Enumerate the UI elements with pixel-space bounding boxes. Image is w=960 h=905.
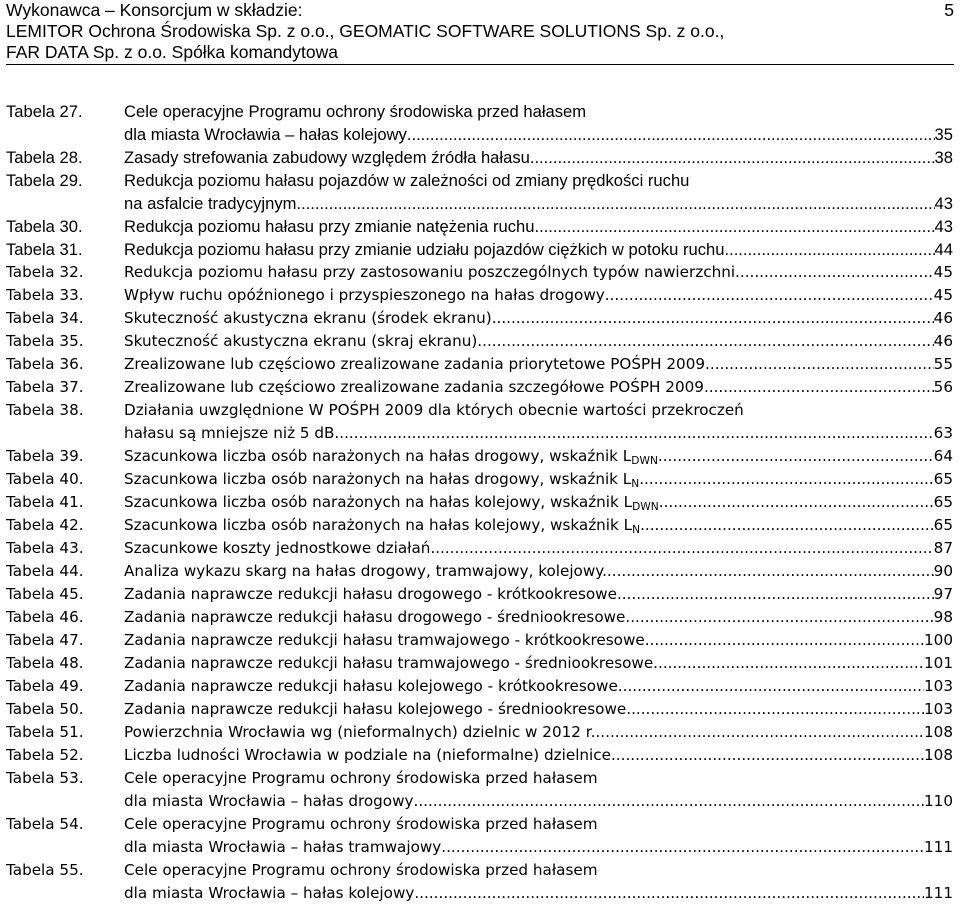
toc-entry-title	[124, 123, 407, 146]
header-company-line: FAR DATA Sp. z o.o. Spółka komandytowa	[6, 42, 339, 62]
toc-entry-label: Tabela 30.	[6, 217, 83, 236]
toc-entry-page: 35	[934, 125, 953, 144]
toc-entry-page: 100	[924, 631, 953, 649]
toc-entry-title	[124, 583, 622, 606]
toc-entry-title	[124, 353, 705, 376]
toc-entry-page: 63	[933, 424, 953, 442]
toc-entry-title	[124, 882, 414, 905]
toc-entry-label: Tabela 33.	[6, 286, 84, 304]
toc-entry-label: Tabela 46.	[6, 608, 84, 626]
toc-entry-title	[124, 721, 595, 744]
toc-leader-dots	[595, 721, 924, 744]
toc-entry-page: 56	[933, 378, 953, 396]
toc-entry[interactable]	[6, 767, 953, 813]
toc-entry-title-text: Powierzchnia Wrocławia wg (nieformalnych) dzielnic w 2012 r.	[124, 723, 596, 741]
toc-entry-label: Tabela 47.	[6, 631, 84, 649]
toc-entry-page: 65	[933, 516, 953, 534]
toc-entry-page: 111	[924, 838, 953, 856]
toc-entry[interactable]	[6, 100, 953, 146]
toc-entry-label: Tabela 43.	[6, 539, 84, 557]
toc-entry-title-line: Działania uwzględnione W POŚPH 2009 dla których obecnie wartości przekroczeń	[124, 401, 744, 419]
header-companies-line: LEMITOR Ochrona Środowiska Sp. z o.o., GEOMATIC SOFTWARE SOLUTIONS Sp. z o.o.,	[6, 21, 725, 41]
toc-entry-label: Tabela 34.	[6, 309, 84, 327]
toc-entry-page: 111	[924, 884, 953, 902]
toc-entry[interactable]	[6, 330, 953, 353]
toc-leader-dots	[492, 307, 934, 330]
toc-leader-dots	[630, 606, 933, 629]
toc-entry-label: Tabela 51.	[6, 723, 84, 741]
toc-entry-subscript: N	[632, 523, 641, 536]
toc-entry-title-text: Zadania naprawcze redukcji hałasu tramwajowego - krótkookresowe.	[124, 631, 650, 649]
toc-entry[interactable]	[6, 606, 953, 629]
toc-entry-label: Tabela 49.	[6, 677, 84, 695]
page-header	[6, 0, 954, 63]
toc-entry-title-text: dla miasta Wrocławia – hałas tramwajowy	[124, 838, 442, 856]
toc-entry-page: 65	[933, 470, 953, 488]
toc-entry-label: Tabela 29.	[6, 171, 83, 190]
toc-entry-page: 46	[933, 309, 953, 327]
toc-entry-title-text: Wpływ ruchu opóźnionego i przyspieszonego na hałas drogowy	[124, 286, 605, 304]
header-divider	[6, 64, 954, 65]
toc-entry-title-text: Analiza wykazu skarg na hałas drogowy, tramwajowy, kolejowy.	[124, 562, 607, 580]
toc-entry-subscript: DWN	[631, 454, 658, 467]
toc-entry-title	[124, 307, 492, 330]
toc-entry[interactable]	[6, 215, 953, 238]
toc-entry-title-text: Skuteczność akustyczna ekranu (środek ekranu)	[124, 309, 492, 327]
toc-leader-dots	[435, 537, 933, 560]
toc-leader-dots	[650, 629, 924, 652]
toc-leader-dots	[530, 146, 935, 169]
toc-entry-title	[124, 376, 704, 399]
toc-entry[interactable]	[6, 675, 953, 698]
toc-entry[interactable]	[6, 514, 953, 537]
toc-entry[interactable]	[6, 376, 953, 399]
toc-entry-label: Tabela 35.	[6, 332, 84, 350]
toc-entry-page: 97	[933, 585, 953, 603]
toc-entry-title	[124, 744, 616, 767]
toc-entry[interactable]	[6, 284, 953, 307]
toc-entry[interactable]	[6, 629, 953, 652]
toc-entry[interactable]	[6, 859, 953, 905]
toc-leader-dots	[639, 468, 933, 491]
toc-leader-dots	[441, 836, 924, 859]
toc-leader-dots	[296, 192, 934, 215]
toc-entry-title-line: Cele operacyjne Programu ochrony środowiska przed hałasem	[124, 102, 587, 121]
toc-entry-label: Tabela 32.	[6, 263, 84, 281]
toc-entry-page: 45	[933, 263, 953, 281]
toc-entry-page: 108	[924, 723, 953, 741]
toc-entry[interactable]	[6, 399, 953, 445]
toc-entry[interactable]	[6, 560, 953, 583]
toc-entry-label: Tabela 53.	[6, 769, 84, 787]
toc-entry-title-text: Zadania naprawcze redukcji hałasu drogowego - krótkookresowe.	[124, 585, 622, 603]
toc-entry-title	[124, 629, 650, 652]
toc-entry-label: Tabela 31.	[6, 240, 83, 259]
toc-entry-label: Tabela 52.	[6, 746, 84, 764]
toc-entry[interactable]	[6, 652, 953, 675]
toc-entry[interactable]	[6, 537, 953, 560]
toc-entry-subscript: N	[631, 477, 640, 490]
toc-entry-label: Tabela 55.	[6, 861, 84, 879]
toc-leader-dots	[735, 261, 934, 284]
toc-leader-dots	[339, 422, 933, 445]
toc-entry-subscript: DWN	[632, 500, 659, 513]
toc-entry-title	[124, 468, 639, 491]
toc-entry-title-text: Zasady strefowania zabudowy względem źródła hałasu	[124, 148, 530, 167]
table-list-serif	[6, 100, 953, 261]
toc-entry[interactable]	[6, 468, 953, 491]
toc-entry-page: 110	[924, 792, 953, 810]
toc-entry-title	[124, 537, 435, 560]
toc-leader-dots	[605, 284, 934, 307]
toc-leader-dots	[407, 123, 935, 146]
toc-entry-page: 87	[933, 539, 953, 557]
toc-entry-page: 55	[933, 355, 953, 373]
toc-entry-title-text: Szacunkowa liczba osób narażonych na hałas kolejowy, wskaźnik L	[124, 516, 633, 534]
toc-entry-page: 65	[933, 493, 953, 511]
toc-entry-title-text: Zadania naprawcze redukcji hałasu kolejowego - krótkookresowe.	[124, 677, 623, 695]
toc-entry-label: Tabela 40.	[6, 470, 84, 488]
toc-entry-page: 101	[924, 654, 953, 672]
page-number: 5	[944, 0, 954, 20]
toc-entry-title-text: hałasu są mniejsze niż 5 dB.	[124, 424, 340, 442]
toc-entry-title-text: Redukcja poziomu hałasu przy zmianie natężenia ruchu	[124, 217, 535, 236]
toc-entry-title	[124, 560, 607, 583]
toc-entry-title	[124, 238, 724, 261]
toc-entry-title	[124, 836, 441, 859]
toc-entry-title	[124, 146, 530, 169]
toc-entry-label: Tabela 54.	[6, 815, 84, 833]
toc-entry-title-text: Liczba ludności Wrocławia w podziale na (nieformalne) dzielnice.	[124, 746, 616, 764]
toc-entry-title-line: Cele operacyjne Programu ochrony środowiska przed hałasem	[124, 815, 598, 833]
toc-entry-title	[124, 284, 605, 307]
toc-entry[interactable]	[6, 238, 953, 261]
toc-entry-title-text: Zrealizowane lub częściowo zrealizowane zadania priorytetowe POŚPH 2009	[124, 355, 706, 373]
toc-entry-title-line: Cele operacyjne Programu ochrony środowiska przed hałasem	[124, 769, 598, 787]
toc-entry-title	[124, 514, 640, 537]
toc-leader-dots	[622, 583, 934, 606]
toc-entry-title-text: Zadania naprawcze redukcji hałasu kolejowego - średniookresowe.	[124, 700, 632, 718]
toc-entry[interactable]	[6, 307, 953, 330]
toc-entry-title-text: Zrealizowane lub częściowo zrealizowane zadania szczegółowe POŚPH 2009	[124, 378, 704, 396]
toc-leader-dots	[477, 330, 933, 353]
toc-entry-title-text: dla miasta Wrocławia – hałas kolejowy	[124, 884, 415, 902]
toc-entry-title	[124, 445, 658, 468]
toc-entry-title-text: Szacunkowe koszty jednostkowe działań.	[124, 539, 436, 557]
toc-entry-label: Tabela 37.	[6, 378, 84, 396]
toc-entry-title	[124, 652, 658, 675]
toc-entry[interactable]	[6, 261, 953, 284]
toc-entry-title	[124, 422, 339, 445]
toc-entry-title	[124, 491, 659, 514]
toc-leader-dots	[607, 560, 934, 583]
toc-leader-dots	[623, 675, 924, 698]
toc-leader-dots	[534, 215, 934, 238]
toc-entry-page: 43	[934, 217, 953, 236]
toc-leader-dots	[724, 238, 934, 261]
toc-entry-title-text: Zadania naprawcze redukcji hałasu drogowego - średniookresowe.	[124, 608, 631, 626]
toc-entry-title-text: dla miasta Wrocławia – hałas drogowy	[124, 792, 414, 810]
header-contractor-line: Wykonawca – Konsorcjum w składzie:	[6, 0, 303, 20]
toc-entry-title-line: Redukcja poziomu hałasu pojazdów w zależności od zmiany prędkości ruchu	[124, 171, 690, 190]
toc-entry-title-text: Redukcja poziomu hałasu przy zastosowaniu poszczególnych typów nawierzchni	[124, 263, 736, 281]
toc-leader-dots	[658, 652, 924, 675]
toc-entry-label: Tabela 48.	[6, 654, 84, 672]
toc-entry-title-text: Skuteczność akustyczna ekranu (skraj ekranu)	[124, 332, 478, 350]
toc-entry-title	[124, 192, 296, 215]
toc-entry-title	[124, 261, 735, 284]
toc-entry-page: 103	[924, 677, 953, 695]
toc-entry-title-text: Zadania naprawcze redukcji hałasu tramwajowego - średniookresowe.	[124, 654, 658, 672]
toc-leader-dots	[414, 882, 924, 905]
toc-entry-title	[124, 698, 631, 721]
toc-leader-dots	[658, 445, 934, 468]
toc-entry-page: 46	[933, 332, 953, 350]
toc-entry-title	[124, 215, 534, 238]
toc-entry-page: 43	[934, 194, 953, 213]
toc-entry-title-text: Redukcja poziomu hałasu przy zmianie udziału pojazdów ciężkich w potoku ruchu	[124, 240, 725, 259]
toc-entry-title-text: na asfalcie tradycyjnym	[124, 194, 297, 213]
toc-entry-label: Tabela 38.	[6, 401, 84, 419]
toc-leader-dots	[616, 744, 924, 767]
toc-entry-label: Tabela 42.	[6, 516, 84, 534]
toc-entry-title-text: Szacunkowa liczba osób narażonych na hałas kolejowy, wskaźnik L	[124, 493, 633, 511]
toc-entry-label: Tabela 36.	[6, 355, 84, 373]
toc-entry-title	[124, 606, 630, 629]
toc-entry-page: 45	[933, 286, 953, 304]
table-list-sans	[6, 261, 953, 905]
toc-entry-title	[124, 330, 477, 353]
toc-leader-dots	[640, 514, 934, 537]
toc-entry[interactable]	[6, 146, 953, 169]
toc-entry-label: Tabela 28.	[6, 148, 83, 167]
toc-entry[interactable]	[6, 698, 953, 721]
toc-entry-title-text: Szacunkowa liczba osób narażonych na hałas drogowy, wskaźnik L	[124, 447, 632, 465]
toc-entry-label: Tabela 27.	[6, 102, 83, 121]
toc-entry-title-text: dla miasta Wrocławia – hałas kolejowy	[124, 125, 407, 144]
toc-leader-dots	[414, 790, 924, 813]
toc-entry[interactable]	[6, 744, 953, 767]
toc-entry-page: 64	[933, 447, 953, 465]
toc-entry-label: Tabela 45.	[6, 585, 84, 603]
toc-leader-dots	[631, 698, 924, 721]
toc-entry-label: Tabela 39.	[6, 447, 84, 465]
toc-entry-label: Tabela 50.	[6, 700, 84, 718]
toc-entry-title-line: Cele operacyjne Programu ochrony środowiska przed hałasem	[124, 861, 598, 879]
toc-entry-title-text: Szacunkowa liczba osób narażonych na hałas drogowy, wskaźnik L	[124, 470, 632, 488]
toc-entry-label: Tabela 44.	[6, 562, 84, 580]
toc-entry[interactable]	[6, 169, 953, 215]
toc-entry-page: 38	[934, 148, 953, 167]
toc-leader-dots	[659, 491, 934, 514]
toc-entry[interactable]	[6, 491, 953, 514]
toc-entry-title	[124, 790, 414, 813]
toc-leader-dots	[705, 353, 934, 376]
toc-entry[interactable]	[6, 721, 953, 744]
toc-entry-page: 90	[933, 562, 953, 580]
toc-entry-page: 108	[924, 746, 953, 764]
toc-entry[interactable]	[6, 583, 953, 606]
toc-entry[interactable]	[6, 813, 953, 859]
toc-entry-label: Tabela 41.	[6, 493, 84, 511]
toc-entry-page: 44	[934, 240, 953, 259]
toc-entry-page: 98	[933, 608, 953, 626]
toc-leader-dots	[704, 376, 934, 399]
toc-entry[interactable]	[6, 353, 953, 376]
toc-entry-title	[124, 675, 623, 698]
toc-entry-page: 103	[924, 700, 953, 718]
toc-entry[interactable]	[6, 445, 953, 468]
